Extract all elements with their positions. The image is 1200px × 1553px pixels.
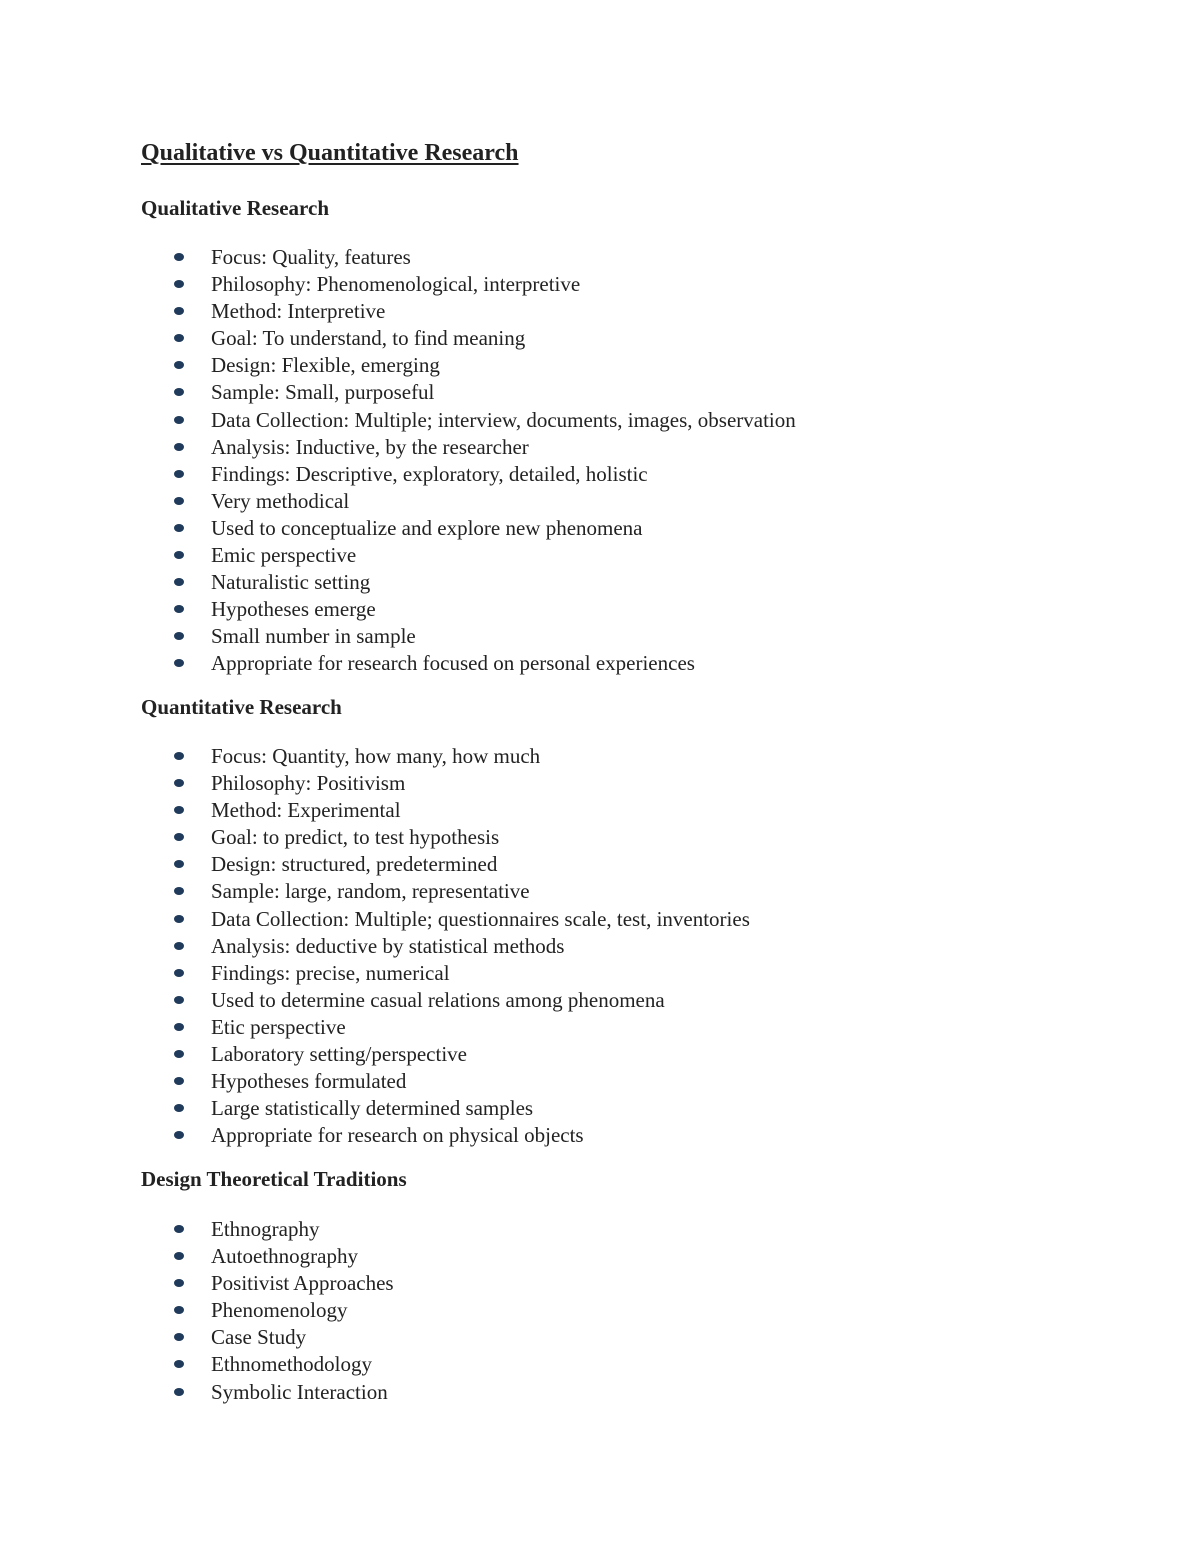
bullet-icon — [174, 361, 184, 369]
bullet-icon — [174, 1252, 184, 1260]
list-item-text: Appropriate for research focused on personal experiences — [211, 651, 695, 676]
list-item-text: Goal: to predict, to test hypothesis — [211, 825, 500, 850]
bullet-icon — [174, 632, 184, 640]
bullet-icon — [174, 470, 184, 478]
document-title: Qualitative vs Quantitative Research — [141, 140, 519, 166]
bullet-icon — [174, 307, 184, 315]
bullet-icon — [174, 1131, 184, 1139]
list-item-text: Design: structured, predetermined — [211, 852, 498, 877]
list-item-text: Analysis: Inductive, by the researcher — [211, 434, 529, 459]
bullet-icon — [174, 605, 184, 613]
list-item-text: Phenomenology — [211, 1298, 348, 1323]
list-item-text: Case Study — [211, 1325, 307, 1350]
bullet-icon — [174, 416, 184, 424]
bullet-icon — [174, 806, 184, 814]
section-heading-quantitative: Quantitative Research — [141, 695, 342, 719]
list-item-text: Findings: precise, numerical — [211, 960, 450, 985]
list-item-text: Appropriate for research on physical objects — [211, 1123, 584, 1148]
list-item-text: Sample: large, random, representative — [211, 879, 530, 904]
list-item-text: Method: Experimental — [211, 798, 401, 823]
bullet-icon — [174, 497, 184, 505]
list-item-text: Symbolic Interaction — [211, 1379, 388, 1404]
list-item-text: Focus: Quality, features — [211, 245, 411, 269]
bullet-icon — [174, 388, 184, 396]
bullet-icon — [174, 1077, 184, 1085]
bullet-icon — [174, 1306, 184, 1314]
bullet-icon — [174, 659, 184, 667]
list-item-text: Laboratory setting/perspective — [211, 1042, 467, 1067]
list-item-text: Data Collection: Multiple; interview, documents, images, observation — [211, 407, 796, 432]
bullet-icon — [174, 334, 184, 342]
list-item-text: Analysis: deductive by statistical methods — [211, 933, 565, 958]
list-item-text: Goal: To understand, to find meaning — [211, 326, 526, 351]
list-item-text: Ethnography — [211, 1217, 320, 1241]
list-item-text: Large statistically determined samples — [211, 1096, 534, 1121]
list-item-text: Autoethnography — [211, 1244, 358, 1269]
list-item-text: Emic perspective — [211, 543, 357, 568]
bullet-icon — [174, 1050, 184, 1058]
list-item-text: Hypotheses formulated — [211, 1069, 407, 1094]
bullet-icon — [174, 1333, 184, 1341]
bullet-icon — [174, 833, 184, 841]
list-item-text: Philosophy: Phenomenological, interpretive — [211, 272, 581, 297]
list-item-text: Method: Interpretive — [211, 299, 386, 324]
list-item-text: Ethnomethodology — [211, 1352, 372, 1377]
bullet-icon — [174, 551, 184, 559]
section-heading-qualitative: Qualitative Research — [141, 196, 329, 220]
bullet-icon — [174, 915, 184, 923]
bullet-icon — [174, 253, 184, 261]
bullet-icon — [174, 1023, 184, 1031]
bullet-icon — [174, 969, 184, 977]
section-heading-design-traditions: Design Theoretical Traditions — [141, 1167, 407, 1191]
bullet-icon — [174, 1104, 184, 1112]
list-item-text: Data Collection: Multiple; questionnaires scale, test, inventories — [211, 906, 750, 931]
bullet-icon — [174, 996, 184, 1004]
list-item-text: Small number in sample — [211, 624, 416, 649]
bullet-icon — [174, 443, 184, 451]
bullet-icon — [174, 752, 184, 760]
bullet-icon — [174, 887, 184, 895]
list-item-text: Focus: Quantity, how many, how much — [211, 744, 541, 768]
list-item-text: Hypotheses emerge — [211, 597, 376, 622]
list-item-text: Philosophy: Positivism — [211, 771, 406, 796]
list-item-text: Findings: Descriptive, exploratory, detailed, holistic — [211, 461, 648, 486]
list-item-text: Naturalistic setting — [211, 570, 371, 595]
list-item-text: Sample: Small, purposeful — [211, 380, 435, 405]
list-item-text: Used to conceptualize and explore new phenomena — [211, 515, 643, 540]
bullet-icon — [174, 942, 184, 950]
bullet-icon — [174, 860, 184, 868]
bullet-icon — [174, 280, 184, 288]
bullet-icon — [174, 1279, 184, 1287]
bullet-icon — [174, 524, 184, 532]
bullet-icon — [174, 779, 184, 787]
list-item-text: Positivist Approaches — [211, 1271, 394, 1296]
bullet-icon — [174, 1360, 184, 1368]
list-item-text: Very methodical — [211, 488, 350, 513]
bullet-icon — [174, 578, 184, 586]
list-item-text: Etic perspective — [211, 1014, 346, 1039]
list-item-text: Used to determine casual relations among phenomena — [211, 987, 665, 1012]
list-item-text: Design: Flexible, emerging — [211, 353, 440, 378]
bullet-icon — [174, 1225, 184, 1233]
bullet-icon — [174, 1388, 184, 1396]
